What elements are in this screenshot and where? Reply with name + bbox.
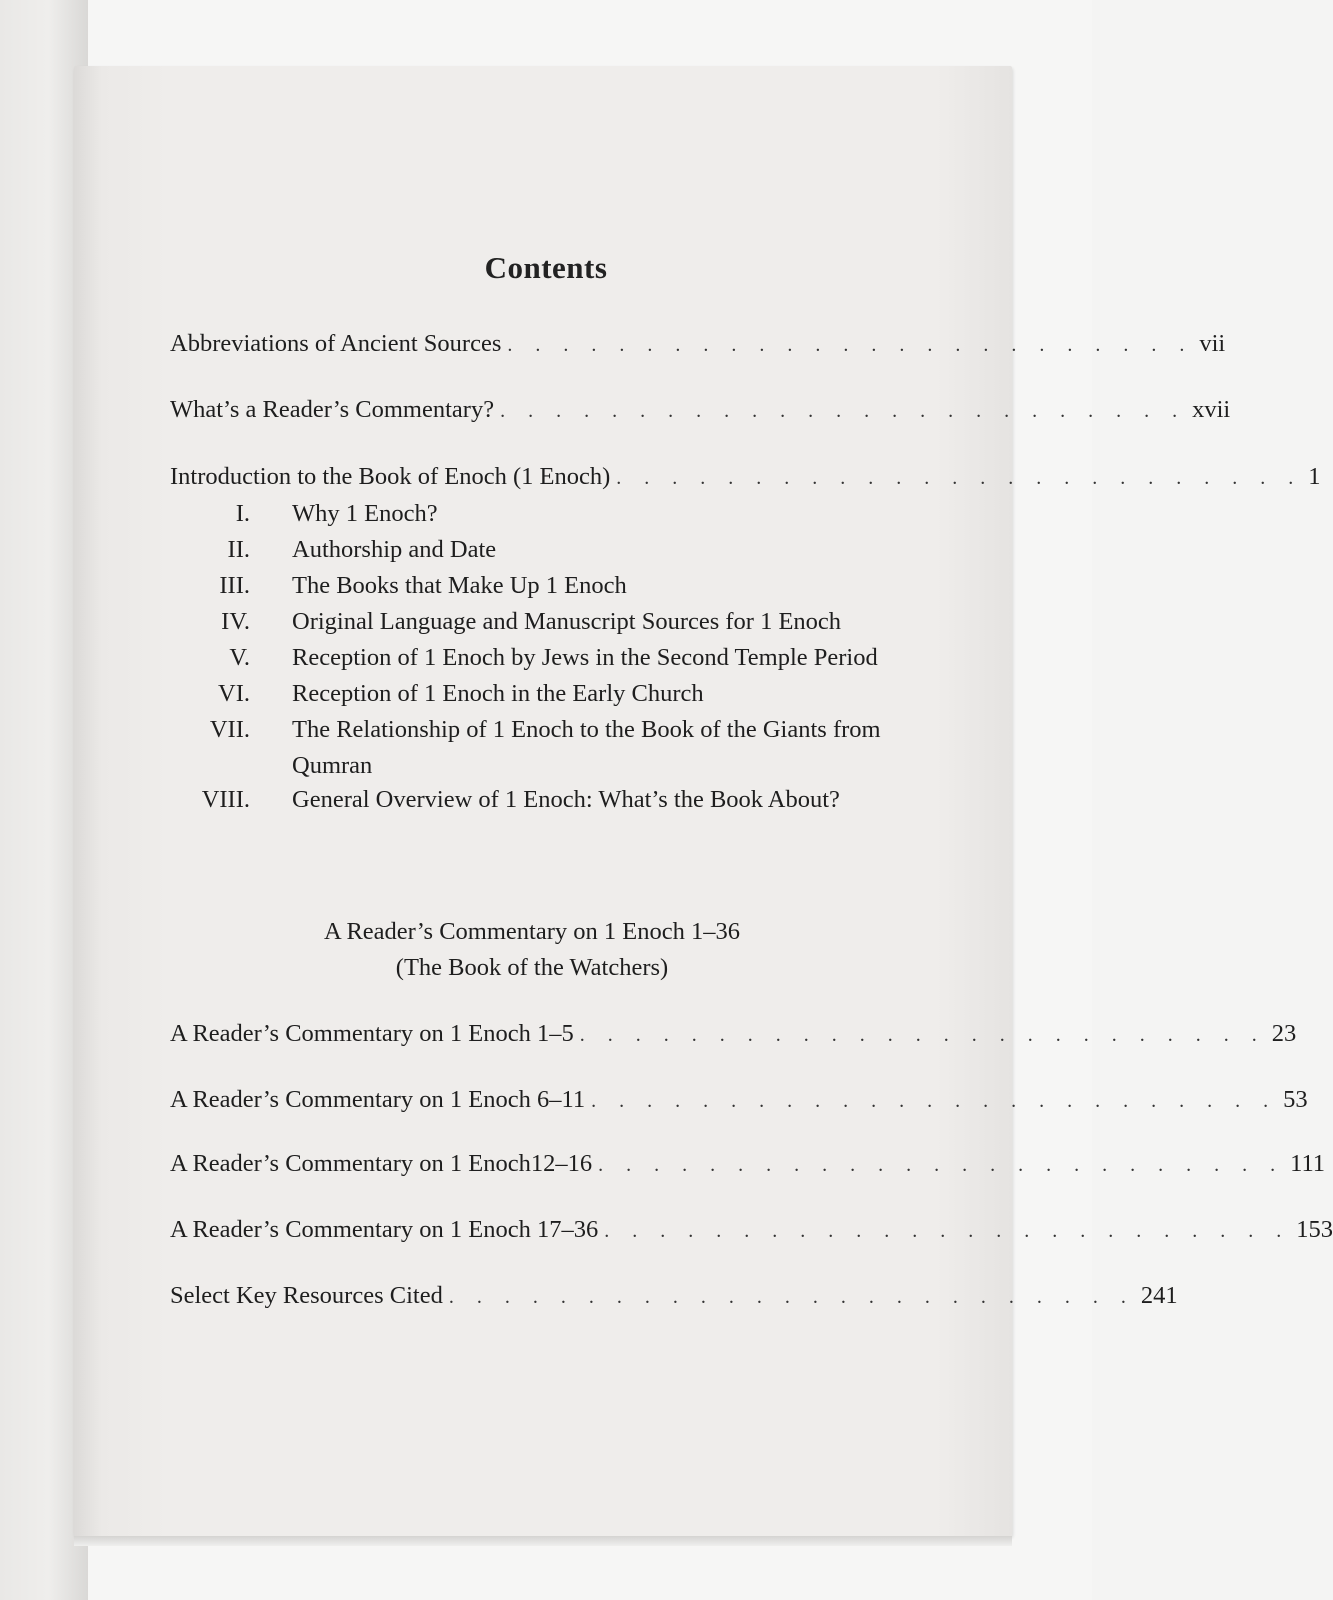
- section-title: Authorship and Date: [292, 536, 497, 563]
- section-numeral: IV.: [221, 608, 250, 635]
- toc-entry-page: 53: [1283, 1086, 1308, 1113]
- section-numeral: I.: [235, 500, 250, 527]
- toc-entry-commentary-12-16[interactable]: [170, 1150, 1326, 1178]
- toc-entry-page: 23: [1271, 1020, 1297, 1047]
- section-title: Why 1 Enoch?: [292, 500, 438, 527]
- toc-entry-label: A Reader’s Commentary on 1 Enoch 1–5: [170, 1020, 574, 1047]
- toc-entry-abbreviations[interactable]: [170, 330, 1226, 358]
- toc-entry-introduction[interactable]: [170, 463, 1321, 491]
- section-title: Reception of 1 Enoch in the Early Church: [292, 680, 704, 707]
- section-title-continued: Qumran: [292, 752, 373, 779]
- toc-entry-page: 111: [1290, 1150, 1326, 1177]
- dot-leader: . . . . . . . . . . . . . . . . . . . . . . . . .: [604, 1220, 1291, 1242]
- toc-entry-commentary-17-36[interactable]: [170, 1216, 1333, 1244]
- section-title: The Relationship of 1 Enoch to the Book of the Giants from: [292, 716, 881, 743]
- dot-leader: . . . . . . . . . . . . . . . . . . . . . . . . .: [591, 1090, 1278, 1112]
- section-numeral: V.: [229, 644, 250, 671]
- page-title: Contents: [484, 250, 608, 285]
- part-heading-line-2: (The Book of the Watchers): [395, 954, 669, 981]
- toc-entry-commentary-6-11[interactable]: [170, 1086, 1308, 1114]
- dot-leader: . . . . . . . . . . . . . . . . . . . . . . . . .: [616, 467, 1303, 489]
- section-title: General Overview of 1 Enoch: What’s the Book About?: [292, 786, 840, 813]
- section-numeral: VI.: [218, 680, 250, 707]
- section-numeral: VIII.: [201, 786, 250, 813]
- toc-entry-page: 153: [1296, 1216, 1333, 1243]
- toc-entry-page: 241: [1140, 1282, 1178, 1309]
- page-bottom-edge: [74, 1536, 1012, 1546]
- section-title: The Books that Make Up 1 Enoch: [292, 572, 627, 599]
- dot-leader: . . . . . . . . . . . . . . . . . . . . . . . . .: [598, 1154, 1285, 1176]
- toc-entry-commentary-1-5[interactable]: [170, 1020, 1297, 1048]
- toc-entry-readers-commentary[interactable]: [170, 396, 1231, 424]
- dot-leader: . . . . . . . . . . . . . . . . . . . . . . . . .: [500, 400, 1187, 422]
- toc-entry-label: Introduction to the Book of Enoch (1 Enoch): [170, 463, 611, 490]
- dot-leader: . . . . . . . . . . . . . . . . . . . . . . . . .: [507, 334, 1194, 356]
- section-title: Original Language and Manuscript Sources for 1 Enoch: [292, 608, 842, 635]
- toc-entry-label: A Reader’s Commentary on 1 Enoch12–16: [170, 1150, 593, 1177]
- section-numeral: III.: [219, 572, 250, 599]
- toc-entry-label: What’s a Reader’s Commentary?: [170, 396, 495, 423]
- dot-leader: . . . . . . . . . . . . . . . . . . . . . . . . .: [448, 1286, 1135, 1308]
- toc-entry-page: vii: [1199, 330, 1226, 357]
- toc-entry-key-resources[interactable]: [170, 1282, 1178, 1310]
- toc-entry-label: A Reader’s Commentary on 1 Enoch 17–36: [170, 1216, 599, 1243]
- toc-entry-label: Select Key Resources Cited: [170, 1282, 443, 1309]
- toc-entry-label: Abbreviations of Ancient Sources: [170, 330, 502, 357]
- dot-leader: . . . . . . . . . . . . . . . . . . . . . . . . .: [579, 1024, 1266, 1046]
- toc-entry-page: 1: [1308, 463, 1321, 490]
- toc-entry-page: xvii: [1192, 396, 1231, 423]
- part-heading-line-1: A Reader’s Commentary on 1 Enoch 1–36: [324, 918, 740, 945]
- section-numeral: II.: [227, 536, 250, 563]
- section-title: Reception of 1 Enoch by Jews in the Second Temple Period: [292, 644, 878, 671]
- section-numeral: VII.: [209, 716, 250, 743]
- toc-entry-label: A Reader’s Commentary on 1 Enoch 6–11: [170, 1086, 586, 1113]
